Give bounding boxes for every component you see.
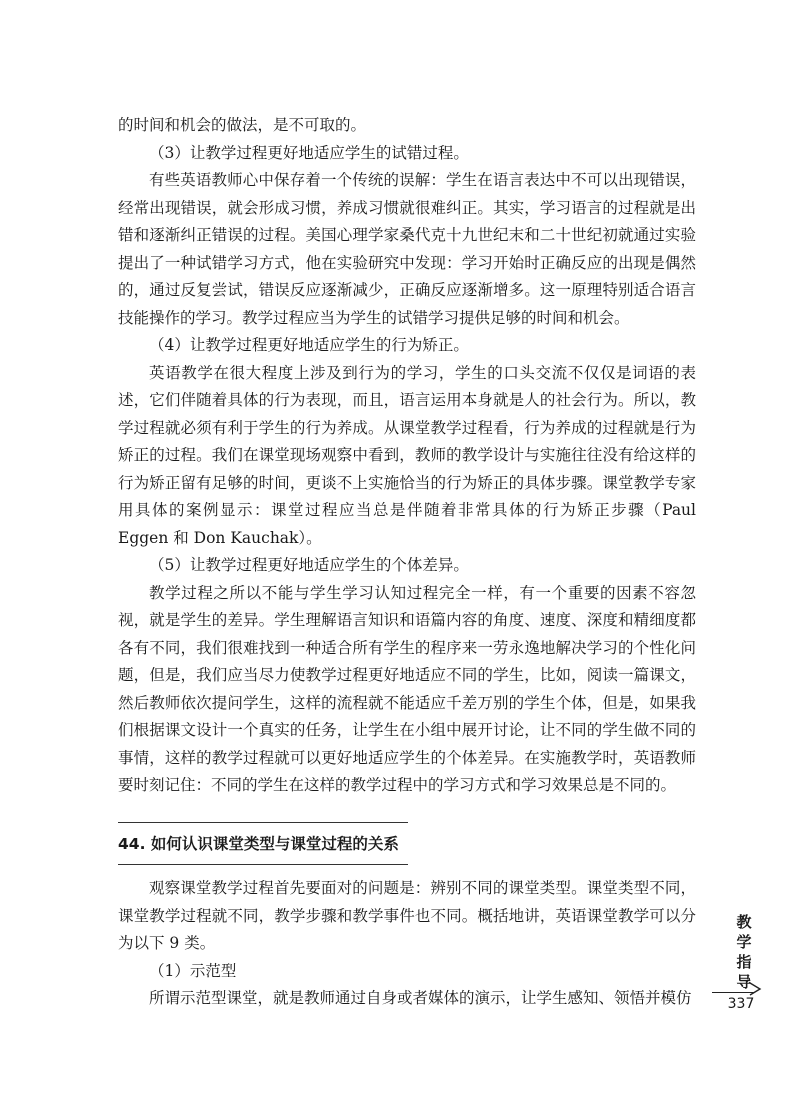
side-tab-char: 导	[736, 973, 752, 991]
paragraph: 观察课堂教学过程首先要面对的问题是：辨别不同的课堂类型。课堂类型不同，课堂教学过程就不同，教学步骤和教学事件也不同。概括地讲，英语课堂教学可以分为以下 9 类。	[118, 879, 696, 952]
page-body	[118, 112, 696, 1013]
paragraph: 所谓示范型课堂，就是教师通过自身或者媒体的演示，让学生感知、领悟并模仿	[149, 989, 692, 1007]
section-header	[118, 822, 696, 866]
paragraph: （3）让教学过程更好地适应学生的试错过程。	[149, 143, 469, 162]
side-tab-char: 指	[736, 953, 752, 971]
side-tab-char: 教	[736, 913, 752, 931]
section-title: 44. 如何认识课堂类型与课堂过程的关系	[118, 834, 399, 853]
section-rule-bottom	[118, 864, 408, 865]
body-text-top	[118, 112, 696, 800]
paragraph: （4）让教学过程更好地适应学生的行为矫正。	[149, 336, 469, 354]
paragraph: 英语教学在很大程度上涉及到行为的学习，学生的口头交流不仅仅是词语的表述，它们伴随着具体的行为表现，而且，语言运用本身就是人的社会行为。所以，教学过程就必须有利于学生的行为养成。从课堂教学过程看，行为养成的过程就是行为矫正的过程。我们在课堂现场观察中看到，教师的教学设计与实施往往没有给这样的行为矫正留有足够的时间，更谈不上实施恰当的行为矫正的具体步骤。课堂教学专家用具体的案例显示：课堂过程应当总是伴随着非常具体的行为矫正步骤（Paul Eggen 和 Don Kauchak）。	[118, 363, 696, 547]
side-tab-label	[724, 912, 764, 992]
body-text-bottom	[118, 875, 696, 1013]
side-tab-char: 学	[736, 933, 752, 951]
section-rule-top	[118, 822, 408, 823]
paragraph: 的时间和机会的做法，是不可取的。	[118, 116, 367, 134]
paragraph: 教学过程之所以不能与学生学习认知过程完全一样，有一个重要的因素不容忽视，就是学生的差异。学生理解语言知识和语篇内容的角度、速度、深度和精细度都各有不同，我们很难找到一种适合所有学生的程序来一劳永逸地解决学习的个性化问题，但是，我们应当尽力使教学过程更好地适应不同的学生，比如，阅读一篇课文，然后教师依次提问学生，这样的流程就不能适应千差万别的学生个体，但是，如果我们根据课文设计一个真实的任务，让学生在小组中展开讨论，让不同的学生做不同的事情，这样的教学过程就可以更好地适应学生的个体差异。在实施教学时，英语教师要时刻记住：不同的学生在这样的教学过程中的学习方式和学习效果总是不同的。	[118, 583, 696, 794]
page-number: 337	[727, 996, 755, 1012]
paragraph: 有些英语教师心中保存着一个传统的误解：学生在语言表达中不可以出现错误，经常出现错误，就会形成习惯，养成习惯就很难纠正。其实，学习语言的过程就是出错和逐渐纠正错误的过程。美国心理学家桑代克十九世纪末和二十世纪初就通过实验提出了一种试错学习方式，他在实验研究中发现：学习开始时正确反应的出现是偶然的，通过反复尝试，错误反应逐渐减少，正确反应逐渐增多。这一原理特别适合语言技能操作的学习。教学过程应当为学生的试错学习提供足够的时间和机会。	[118, 171, 696, 327]
paragraph: （1）示范型	[149, 961, 237, 980]
paragraph: （5）让教学过程更好地适应学生的个体差异。	[149, 556, 469, 574]
chevron-right-icon	[748, 982, 762, 996]
